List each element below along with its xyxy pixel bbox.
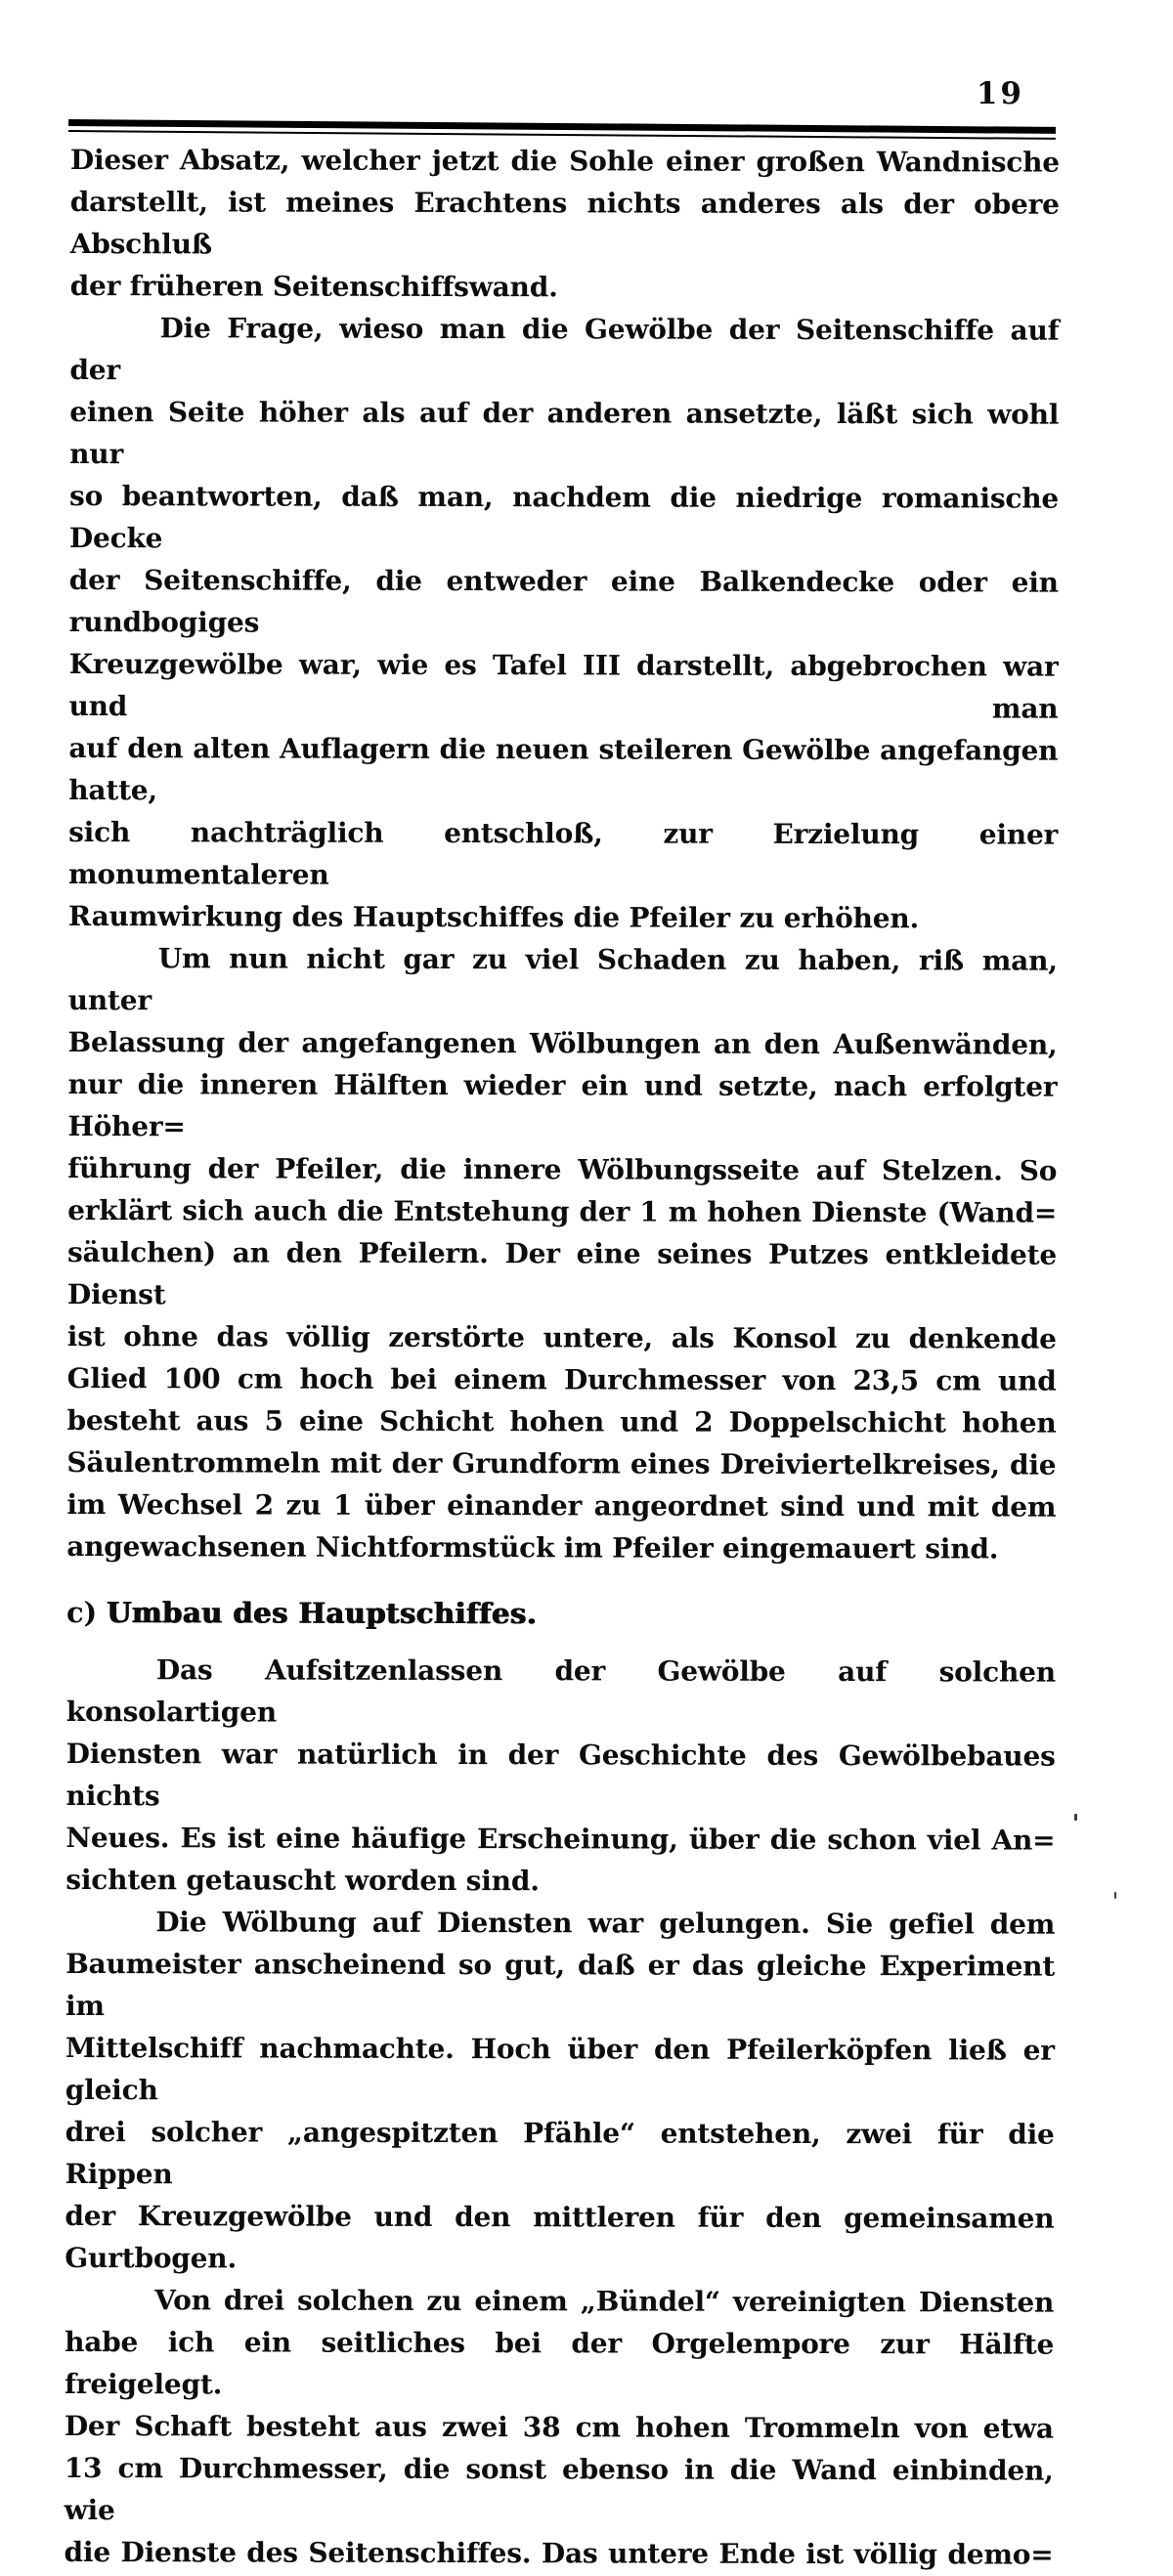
page-number: 19 (976, 76, 1024, 111)
text-line: einen Seite höher als auf der anderen ansetzte, läßt sich wohl nur (69, 395, 1060, 471)
text-line: angewachsenen Nichtformstück im Pfeiler eingemauert sind. (66, 1529, 999, 1566)
heading-title: Umbau des Hauptschiffes. (106, 1596, 538, 1631)
text-line: Säulentrommeln mit der Grundform eines Dreiviertelkreises, die (66, 1445, 1057, 1481)
text-line: Das Aufsitzenlassen der Gewölbe auf solchen konsolartigen (65, 1653, 1056, 1729)
text-line: erklärt sich auch die Entstehung der 1 m hohen Dienste (Wand= (67, 1193, 1058, 1229)
text-line: im Wechsel 2 zu 1 über einander angeordnet sind und mit dem (66, 1487, 1057, 1524)
text-line: Neues. Es ist eine häufige Erscheinung, über die schon viel An= (65, 1821, 1056, 1857)
text-line: habe ich ein seitliches bei der Orgelempore zur Hälfte freigelegt. (64, 2325, 1055, 2401)
text-line: Der Schaft besteht aus zwei 38 cm hohen Trommeln von etwa (64, 2409, 1054, 2445)
text-line: ist ohne das völlig zerstörte untere, als Konsol zu denkende (66, 1319, 1057, 1355)
text-line: Um nun nicht gar zu viel Schaden zu haben, riß man, unter (67, 942, 1058, 1017)
text-line: Von drei solchen zu einem „Bündel“ vereinigten Diensten (154, 2284, 1055, 2319)
text-line: säulchen) an den Pfeilern. Der eine seines Putzes entkleidete Dienst (66, 1235, 1058, 1311)
text-line: nur die inneren Hälften wieder ein und setzte, nach erfolgter Höher= (67, 1067, 1058, 1143)
text-line: führung der Pfeiler, die innere Wölbungsseite auf Stelzen. So (67, 1151, 1058, 1187)
scan-noise (1074, 1814, 1077, 1821)
text-line: der Seitenschiffe, die entweder eine Balkendecke oder ein rundbogiges (68, 563, 1059, 639)
header-rule (68, 119, 1056, 140)
text-line: 13 cm Durchmesser, die sonst ebenso in die Wand einbinden, wie (64, 2451, 1054, 2527)
text-line: der früheren Seitenschiffswand. (69, 269, 558, 304)
text-line: darstellt, ist meines Erachtens nichts anderes als der obere Abschluß (69, 185, 1060, 261)
text-line: sichten getauscht worden sind. (65, 1863, 540, 1898)
text-line: so beantworten, daß man, nachdem die niedrige romanische Decke (68, 479, 1060, 555)
text-line: Belassung der angefangenen Wölbungen an den Außenwänden, (67, 1025, 1058, 1061)
text-line: auf den alten Auflagern die neuen steileren Gewölbe angefangen hatte, (68, 731, 1059, 807)
scan-noise (1114, 1892, 1116, 1899)
text-line: drei solcher „angespitzten Pfähle“ entstehen, zwei für die Rippen (65, 2115, 1055, 2191)
text-line: Die Frage, wieso man die Gewölbe der Seitenschiffe auf der (69, 312, 1060, 387)
text-line: Baumeister anscheinend so gut, daß er das gleiche Experiment im (65, 1947, 1056, 2023)
text-block (64, 139, 1060, 2576)
text-line: Dieser Absatz, welcher jetzt die Sohle einer großen Wandnische (69, 143, 1060, 179)
text-line: besteht aus 5 eine Schicht hohen und 2 Doppelschicht hohen (66, 1403, 1057, 1439)
text-line: die Dienste des Seitenschiffes. Das untere Ende ist völlig demo= (64, 2535, 1054, 2571)
text-line: Kreuzgewölbe war, wie es Tafel III darstellt, abgebrochen war und man (68, 647, 1059, 725)
text-line: Glied 100 cm hoch bei einem Durchmesser von 23,5 cm und (66, 1361, 1057, 1397)
text-line: Mittelschiff nachmachte. Hoch über den Pfeilerköpfen ließ er gleich (65, 2031, 1055, 2107)
text-line: der Kreuzgewölbe und den mittleren für den gemeinsamen Gurtbogen. (65, 2199, 1055, 2275)
heading-prefix: c) (66, 1595, 107, 1630)
section-heading (66, 1592, 1056, 1637)
text-line: Die Wölbung auf Diensten war gelungen. Sie gefiel dem (155, 1906, 1056, 1941)
text-line: Diensten war natürlich in der Geschichte des Gewölbebaues nichts (65, 1737, 1056, 1813)
text-line: sich nachträglich entschloß, zur Erzielung einer monumentaleren (67, 815, 1059, 891)
text-line: Raumwirkung des Hauptschiffes die Pfeiler zu erhöhen. (67, 899, 920, 935)
